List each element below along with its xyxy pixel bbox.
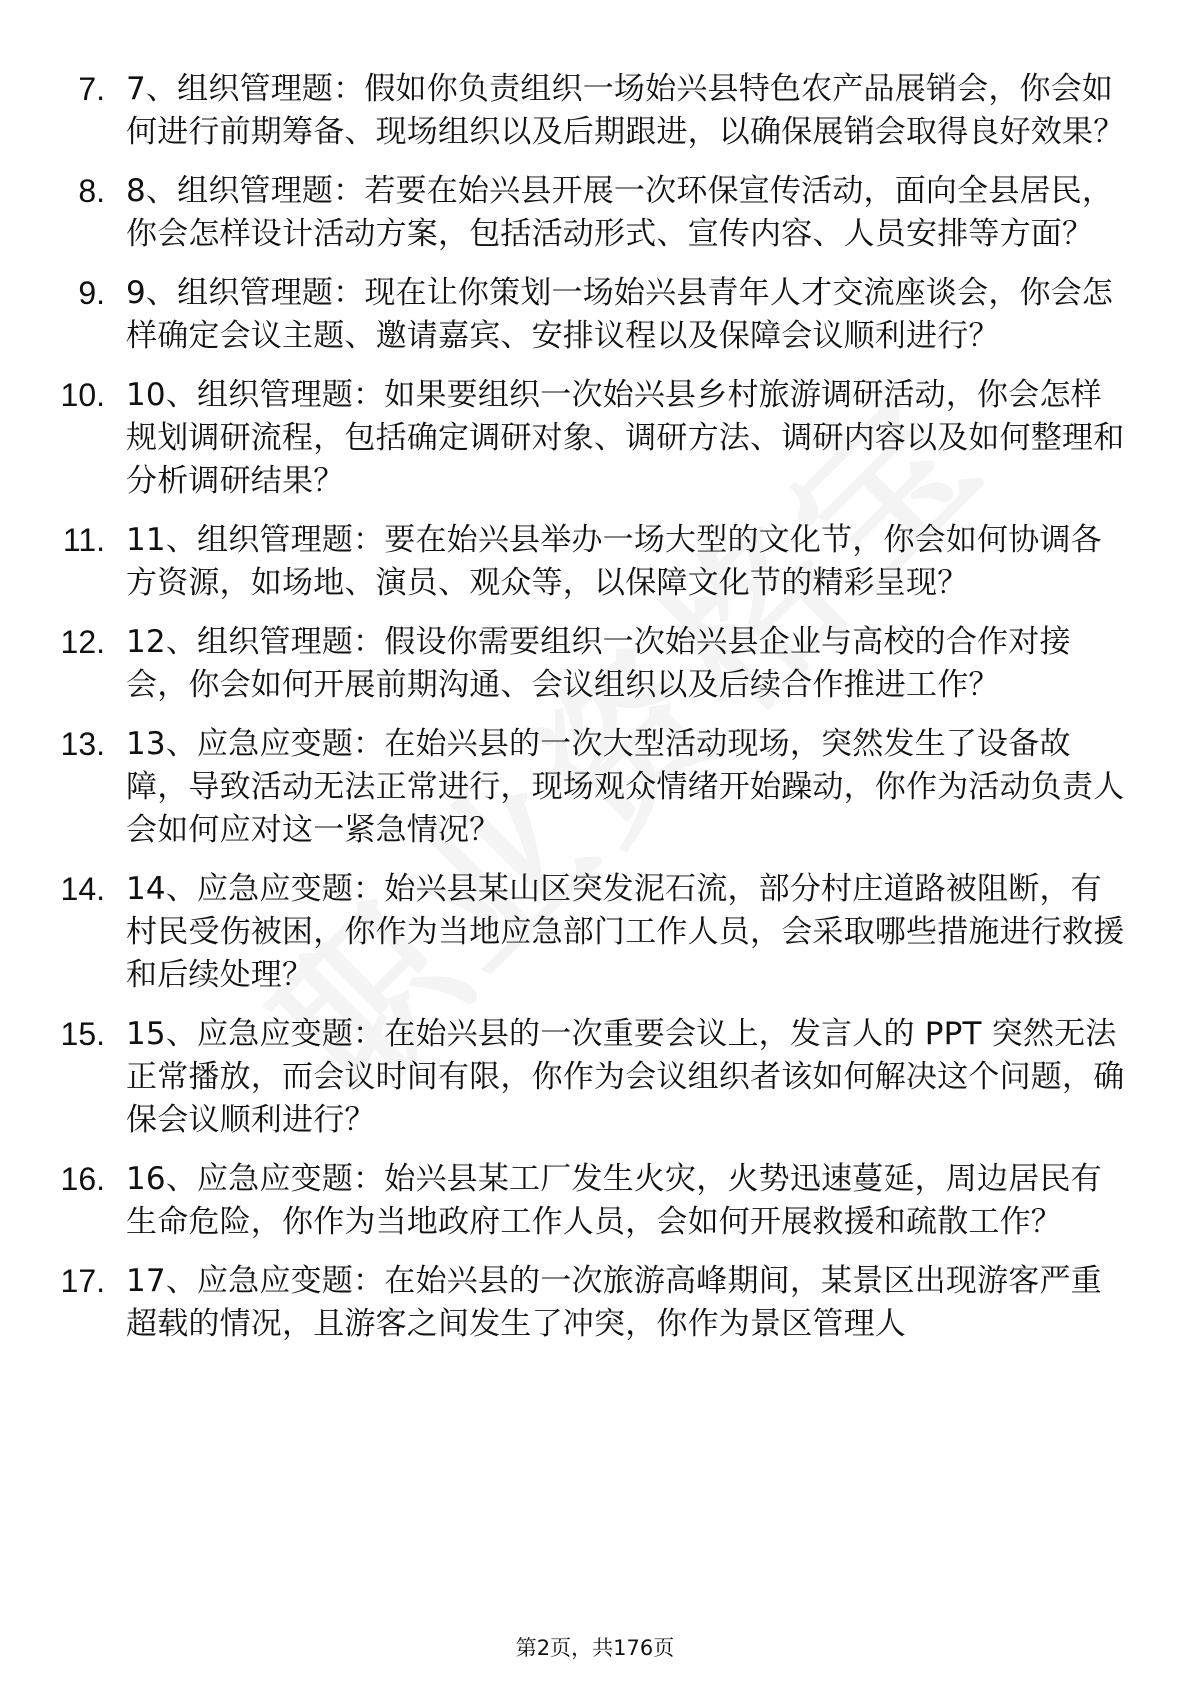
question-number: 13. (60, 726, 105, 762)
question-item-17 (0, 1260, 1190, 1346)
question-number: 7. (78, 71, 105, 107)
question-number: 8. (78, 173, 105, 209)
question-text: 15、应急应变题：在始兴县的一次重要会议上，发言人的 PPT 突然无法正常播放，而会议时间有限，你作为会议组织者该如何解决这个问题，确保会议顺利进行？ (126, 1016, 1125, 1138)
question-text: 13、应急应变题：在始兴县的一次大型活动现场，突然发生了设备故障，导致活动无法正常进行，现场观众情绪开始躁动，你作为活动负责人会如何应对这一紧急情况？ (126, 726, 1125, 848)
question-item-8 (0, 170, 1190, 256)
question-number: 15. (60, 1016, 105, 1052)
question-text: 8、组织管理题：若要在始兴县开展一次环保宣传活动，面向全县居民，你会怎样设计活动方案，包括活动形式、宣传内容、人员安排等方面？ (126, 173, 1114, 252)
question-text: 10、组织管理题：如果要组织一次始兴县乡村旅游调研活动，你会怎样规划调研流程，包括确定调研对象、调研方法、调研内容以及如何整理和分析调研结果？ (126, 377, 1125, 499)
question-item-7 (0, 68, 1190, 154)
question-number: 12. (60, 624, 105, 660)
question-number: 14. (60, 871, 105, 907)
question-item-12 (0, 621, 1190, 707)
question-text: 11、组织管理题：要在始兴县举办一场大型的文化节，你会如何协调各方资源，如场地、演员、观众等，以保障文化节的精彩呈现？ (126, 522, 1102, 601)
question-text: 12、组织管理题：假设你需要组织一次始兴县企业与高校的合作对接会，你会如何开展前期沟通、会议组织以及后续合作推进工作？ (126, 624, 1071, 703)
question-item-16 (0, 1158, 1190, 1244)
question-text: 7、组织管理题：假如你负责组织一场始兴县特色农产品展销会，你会如何进行前期筹备、现场组织以及后期跟进，以确保展销会取得良好效果？ (126, 71, 1125, 150)
question-text: 9、组织管理题：现在让你策划一场始兴县青年人才交流座谈会，你会怎样确定会议主题、邀请嘉宾、安排议程以及保障会议顺利进行？ (126, 275, 1114, 354)
question-list (0, 68, 1190, 1362)
question-item-10 (0, 374, 1190, 503)
question-number: 10. (60, 377, 105, 413)
question-number: 11. (62, 522, 105, 558)
question-text: 16、应急应变题：始兴县某工厂发生火灾，火势迅速蔓延，周边居民有生命危险，你作为当地政府工作人员，会如何开展救援和疏散工作？ (126, 1161, 1102, 1240)
question-item-15 (0, 1013, 1190, 1142)
question-item-13 (0, 723, 1190, 852)
question-number: 17. (60, 1263, 105, 1299)
question-item-14 (0, 868, 1190, 997)
question-number: 9. (78, 275, 105, 311)
question-item-9 (0, 272, 1190, 358)
question-number: 16. (60, 1161, 105, 1197)
page-footer: 第2页，共176页 (515, 1636, 675, 1660)
question-text: 17、应急应变题：在始兴县的一次旅游高峰期间，某景区出现游客严重超载的情况，且游客之间发生了冲突，你作为景区管理人 (126, 1263, 1102, 1342)
question-text: 14、应急应变题：始兴县某山区突发泥石流，部分村庄道路被阻断，有村民受伤被困，你作为当地应急部门工作人员，会采取哪些措施进行救援和后续处理？ (126, 871, 1125, 993)
question-item-11 (0, 519, 1190, 605)
